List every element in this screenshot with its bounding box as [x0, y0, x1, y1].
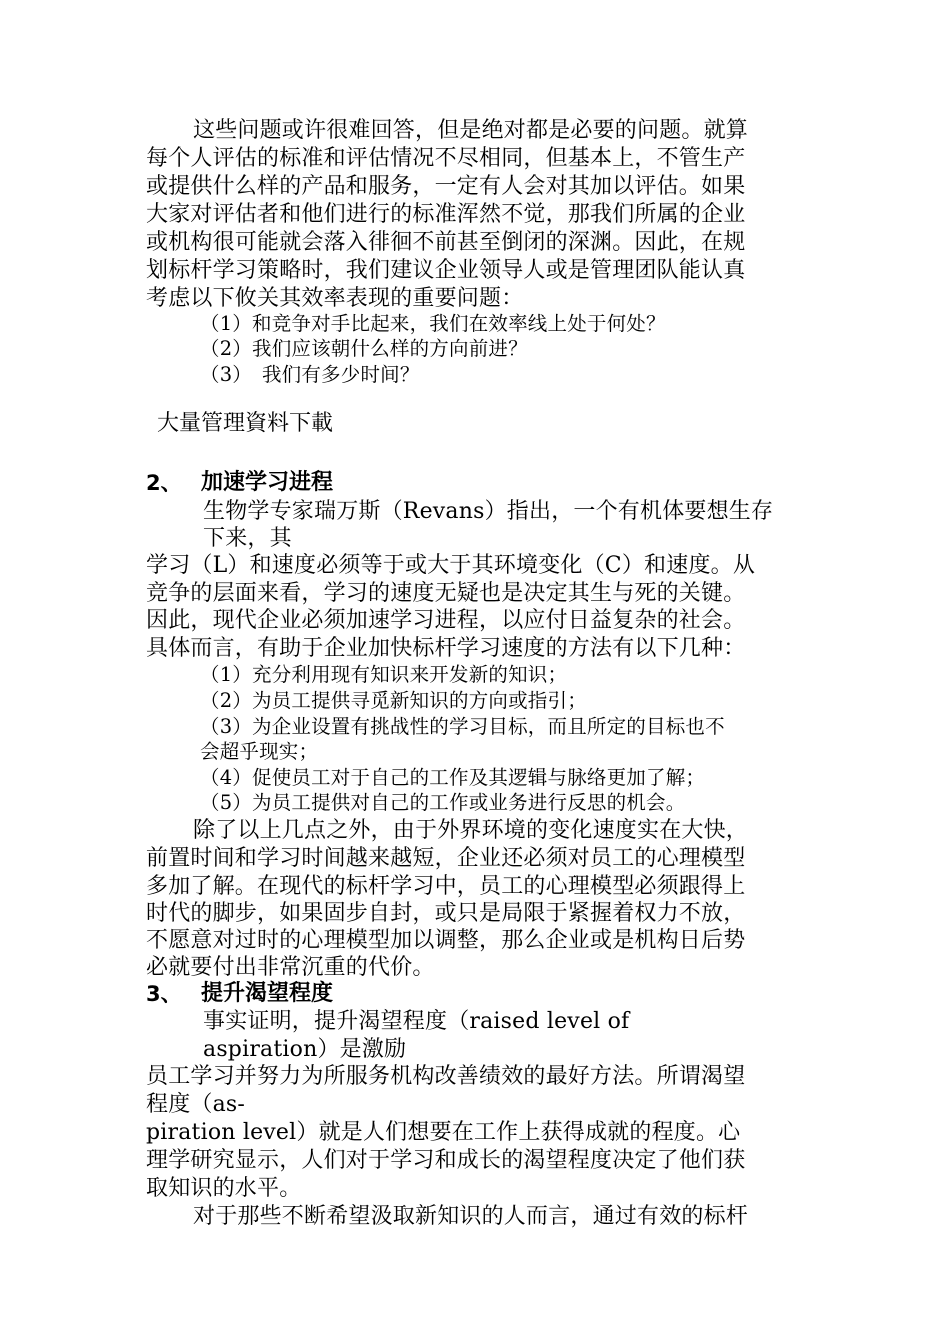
section-number: 2、 — [146, 471, 182, 495]
paragraph-line: 因此，现代企业必须加速学习进程，以应付日益复杂的社会。 — [146, 608, 746, 633]
paragraph-line: piration level）就是人们想要在工作上获得成就的程度。心 — [146, 1120, 741, 1145]
paragraph-line: 划标杆学习策略时，我们建议企业领导人或是管理团队能认真 — [146, 258, 746, 283]
paragraph-line: 程度（as- — [146, 1092, 246, 1117]
paragraph-line: 或提供什么样的产品和服务，一定有人会对其加以评估。如果 — [146, 174, 746, 199]
paragraph-line: aspiration）是激励 — [203, 1037, 407, 1062]
paragraph-line: 前置时间和学习时间越来越短，企业还必须对员工的心理模型 — [146, 846, 746, 871]
section-number: 3、 — [146, 982, 182, 1006]
paragraph-line: 生物学专家瑞万斯（Revans）指出，一个有机体要想生存 — [203, 499, 774, 524]
list-item: （1）和竞争对手比起来，我们在效率线上处于何处？ — [200, 312, 666, 335]
paragraph-line: 竞争的层面来看，学习的速度无疑也是决定其生与死的关键。 — [146, 581, 746, 606]
paragraph-line: 具体而言，有助于企业加快标杆学习速度的方法有以下几种： — [146, 636, 746, 661]
list-item: （1）充分利用现有知识来开发新的知识； — [200, 663, 568, 686]
paragraph-line: 多加了解。在现代的标杆学习中，员工的心理模型必须跟得上 — [146, 874, 746, 899]
paragraph-line: 事实证明，提升渴望程度（raised level of — [203, 1009, 630, 1034]
paragraph-line: 必就要付出非常沉重的代价。 — [146, 955, 435, 980]
section-title: 加速学习进程 — [201, 470, 334, 495]
paragraph-line: 除了以上几点之外，由于外界环境的变化速度实在大快， — [193, 818, 749, 843]
list-item: 会超乎现实； — [200, 740, 319, 763]
paragraph-line: 考虑以下攸关其效率表现的重要问题： — [146, 286, 524, 311]
paragraph-line: 不愿意对过时的心理模型加以调整，那么企业或是机构日后势 — [146, 928, 746, 953]
list-item: （2）为员工提供寻觅新知识的方向或指引； — [200, 689, 587, 712]
list-item: （2）我们应该朝什么样的方向前进？ — [200, 337, 528, 360]
paragraph-line: 时代的脚步，如果固步自封，或只是局限于紧握着权力不放， — [146, 901, 746, 926]
paragraph-line: 这些问题或许很难回答，但是绝对都是必要的问题。就算 — [193, 118, 749, 143]
paragraph-line: 大家对评估者和他们进行的标准浑然不觉，那我们所属的企业 — [146, 202, 746, 227]
list-item: （3） 我们有多少时间？ — [200, 363, 420, 386]
section-title: 提升渴望程度 — [201, 981, 334, 1006]
paragraph-line: 每个人评估的标准和评估情况不尽相同，但基本上，不管生产 — [146, 146, 746, 171]
paragraph-line: 下来，其 — [203, 526, 292, 551]
list-item: （4）促使员工对于自己的工作及其逻辑与脉络更加了解； — [200, 766, 706, 789]
paragraph-line: 员工学习并努力为所服务机构改善绩效的最好方法。所谓渴望 — [146, 1064, 746, 1089]
list-item: （5）为员工提供对自己的工作或业务进行反思的机会。 — [200, 791, 686, 814]
download-link[interactable]: 大量管理資料下載 — [157, 411, 334, 436]
paragraph-line: 理学研究显示，人们对于学习和成长的渴望程度决定了他们获 — [146, 1148, 746, 1173]
paragraph-line: 学习（L）和速度必须等于或大于其环境变化（C）和速度。从 — [146, 553, 756, 578]
paragraph-line: 或机构很可能就会落入徘徊不前甚至倒闭的深渊。因此，在规 — [146, 230, 746, 255]
paragraph-line: 取知识的水平。 — [146, 1176, 302, 1201]
paragraph-line: 对于那些不断希望汲取新知识的人而言，通过有效的标杆 — [193, 1204, 749, 1229]
list-item: （3）为企业设置有挑战性的学习目标，而且所定的目标也不 — [200, 715, 725, 738]
